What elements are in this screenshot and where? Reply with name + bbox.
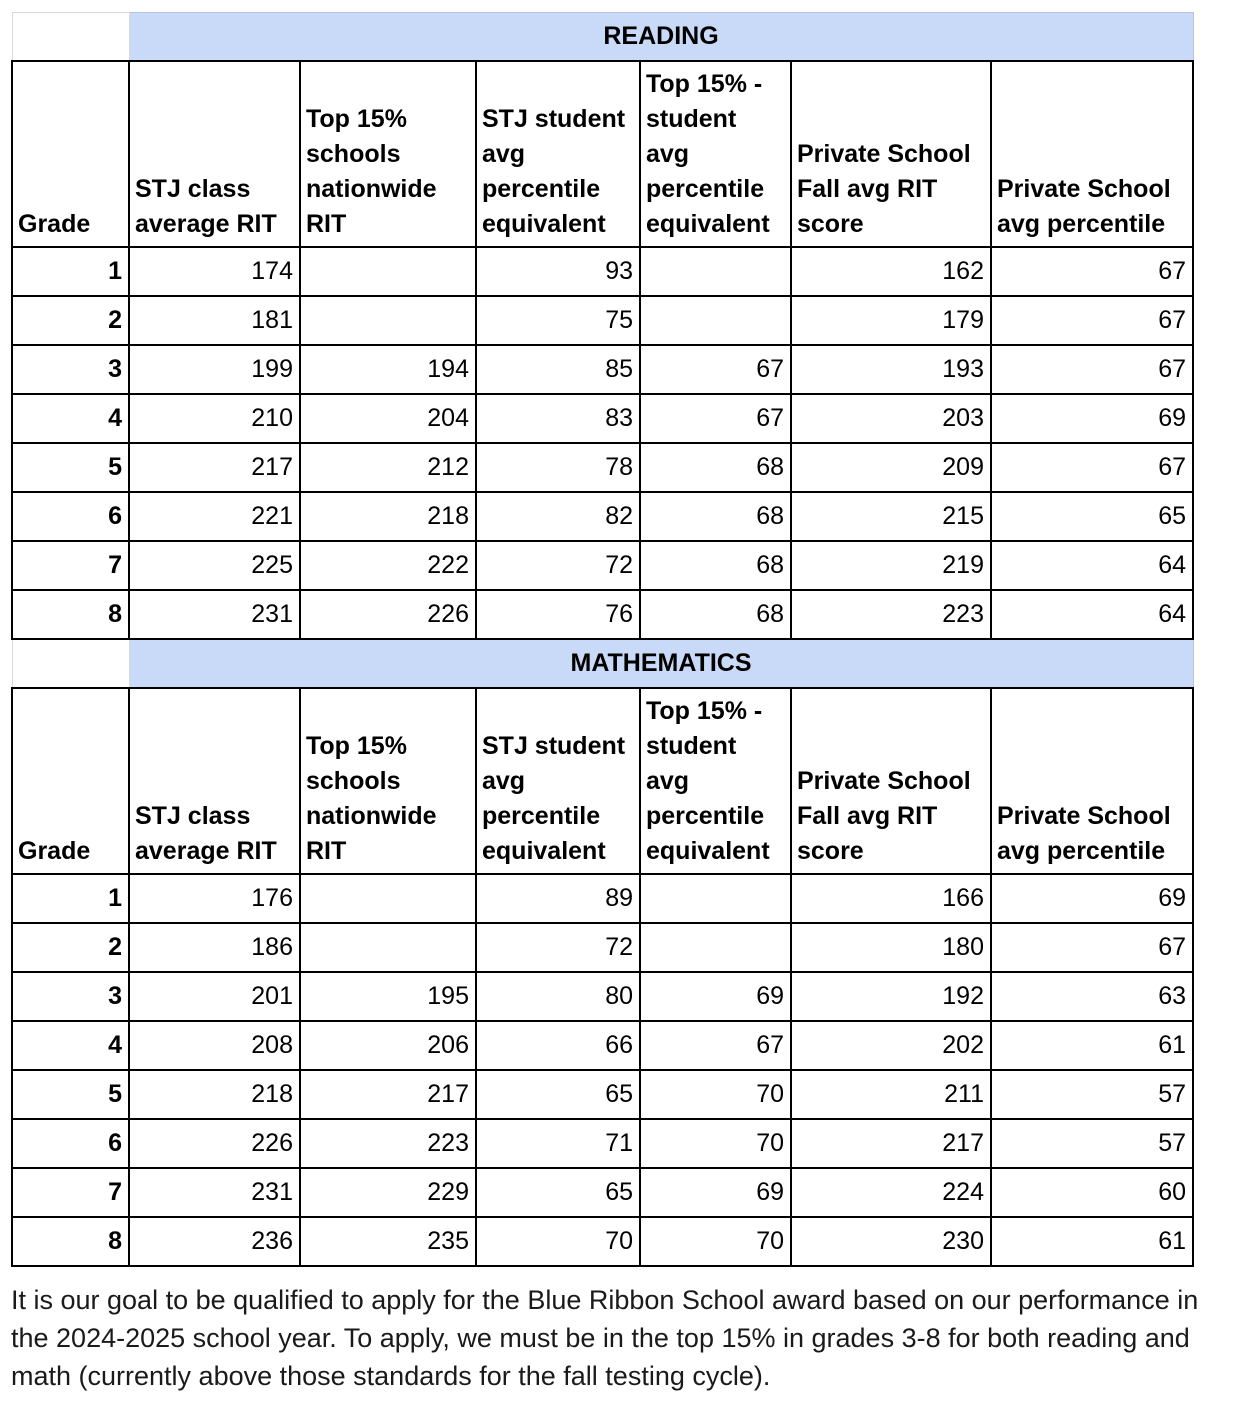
mathematics-value-cell[interactable]: 176 [129, 874, 300, 923]
mathematics-value-cell[interactable]: 61 [991, 1021, 1193, 1070]
reading-grade-cell[interactable]: 8 [12, 590, 129, 639]
mathematics-value-cell[interactable]: 67 [640, 1021, 791, 1070]
reading-grade-cell[interactable]: 5 [12, 443, 129, 492]
mathematics-value-cell[interactable]: 230 [791, 1217, 991, 1266]
mathematics-grade-cell[interactable]: 3 [12, 972, 129, 1021]
mathematics-value-cell[interactable]: 235 [300, 1217, 476, 1266]
reading-column-header[interactable]: STJ student avg percentile equivalent [476, 61, 640, 247]
reading-value-cell[interactable]: 219 [791, 541, 991, 590]
mathematics-column-header[interactable]: Private School avg percentile [991, 688, 1193, 874]
mathematics-value-cell[interactable]: 72 [476, 923, 640, 972]
mathematics-value-cell[interactable]: 70 [640, 1217, 791, 1266]
reading-value-cell[interactable] [640, 296, 791, 345]
mathematics-table-row [12, 874, 1193, 923]
reading-grade-cell[interactable]: 6 [12, 492, 129, 541]
reading-value-cell[interactable]: 226 [300, 590, 476, 639]
mathematics-column-header[interactable]: Top 15% - student avg percentile equivalent [640, 688, 791, 874]
reading-value-cell[interactable]: 68 [640, 443, 791, 492]
mathematics-value-cell[interactable]: 208 [129, 1021, 300, 1070]
reading-value-cell[interactable]: 181 [129, 296, 300, 345]
mathematics-grade-cell[interactable]: 5 [12, 1070, 129, 1119]
reading-value-cell[interactable]: 83 [476, 394, 640, 443]
reading-value-cell[interactable]: 203 [791, 394, 991, 443]
reading-value-cell[interactable]: 67 [640, 345, 791, 394]
scores-table [11, 12, 1194, 1267]
mathematics-value-cell[interactable]: 69 [991, 874, 1193, 923]
mathematics-value-cell[interactable]: 217 [300, 1070, 476, 1119]
mathematics-table-row [12, 1021, 1193, 1070]
mathematics-column-header[interactable]: Private School Fall avg RIT score [791, 688, 991, 874]
mathematics-value-cell[interactable]: 69 [640, 1168, 791, 1217]
reading-value-cell[interactable]: 210 [129, 394, 300, 443]
reading-blank-corner-cell[interactable] [12, 13, 129, 62]
reading-value-cell[interactable]: 193 [791, 345, 991, 394]
mathematics-value-cell[interactable]: 195 [300, 972, 476, 1021]
mathematics-value-cell[interactable]: 71 [476, 1119, 640, 1168]
reading-value-cell[interactable] [300, 247, 476, 296]
reading-value-cell[interactable]: 68 [640, 590, 791, 639]
mathematics-grade-cell[interactable]: 4 [12, 1021, 129, 1070]
mathematics-column-header[interactable]: Top 15% schools nationwide RIT [300, 688, 476, 874]
reading-table-row [12, 590, 1193, 639]
mathematics-value-cell[interactable] [300, 874, 476, 923]
mathematics-value-cell[interactable]: 80 [476, 972, 640, 1021]
reading-table-row [12, 492, 1193, 541]
reading-value-cell[interactable]: 174 [129, 247, 300, 296]
reading-value-cell[interactable]: 65 [991, 492, 1193, 541]
reading-column-header[interactable]: Top 15% schools nationwide RIT [300, 61, 476, 247]
reading-value-cell[interactable]: 67 [991, 296, 1193, 345]
mathematics-column-header[interactable]: STJ student avg percentile equivalent [476, 688, 640, 874]
mathematics-section-row [12, 639, 1193, 688]
reading-grade-cell[interactable]: 7 [12, 541, 129, 590]
reading-value-cell[interactable]: 204 [300, 394, 476, 443]
reading-grade-cell[interactable]: 1 [12, 247, 129, 296]
mathematics-grade-cell[interactable]: 8 [12, 1217, 129, 1266]
mathematics-value-cell[interactable]: 223 [300, 1119, 476, 1168]
mathematics-value-cell[interactable]: 180 [791, 923, 991, 972]
reading-value-cell[interactable]: 93 [476, 247, 640, 296]
reading-value-cell[interactable]: 72 [476, 541, 640, 590]
reading-value-cell[interactable]: 179 [791, 296, 991, 345]
reading-value-cell[interactable]: 85 [476, 345, 640, 394]
mathematics-value-cell[interactable]: 61 [991, 1217, 1193, 1266]
mathematics-value-cell[interactable]: 89 [476, 874, 640, 923]
reading-value-cell[interactable]: 82 [476, 492, 640, 541]
mathematics-value-cell[interactable]: 66 [476, 1021, 640, 1070]
reading-value-cell[interactable]: 222 [300, 541, 476, 590]
mathematics-header-row [12, 688, 1193, 874]
mathematics-table-row [12, 923, 1193, 972]
mathematics-value-cell[interactable]: 63 [991, 972, 1193, 1021]
reading-table-row [12, 247, 1193, 296]
mathematics-column-header[interactable]: Grade [12, 688, 129, 874]
mathematics-value-cell[interactable]: 201 [129, 972, 300, 1021]
reading-value-cell[interactable]: 64 [991, 541, 1193, 590]
reading-column-header[interactable]: STJ class average RIT [129, 61, 300, 247]
mathematics-value-cell[interactable]: 57 [991, 1070, 1193, 1119]
reading-table-row [12, 345, 1193, 394]
mathematics-value-cell[interactable]: 65 [476, 1070, 640, 1119]
mathematics-value-cell[interactable]: 186 [129, 923, 300, 972]
mathematics-value-cell[interactable]: 231 [129, 1168, 300, 1217]
mathematics-table-row [12, 1070, 1193, 1119]
reading-value-cell[interactable]: 76 [476, 590, 640, 639]
reading-value-cell[interactable] [300, 296, 476, 345]
mathematics-value-cell[interactable]: 226 [129, 1119, 300, 1168]
mathematics-value-cell[interactable] [300, 923, 476, 972]
reading-value-cell[interactable]: 223 [791, 590, 991, 639]
reading-column-header[interactable]: Grade [12, 61, 129, 247]
mathematics-section-title[interactable]: MATHEMATICS [129, 639, 1193, 688]
reading-value-cell[interactable]: 221 [129, 492, 300, 541]
spreadsheet [11, 12, 1194, 1267]
mathematics-table-row [12, 972, 1193, 1021]
mathematics-value-cell[interactable]: 60 [991, 1168, 1193, 1217]
mathematics-value-cell[interactable]: 218 [129, 1070, 300, 1119]
reading-value-cell[interactable]: 217 [129, 443, 300, 492]
reading-value-cell[interactable]: 162 [791, 247, 991, 296]
reading-table-row [12, 296, 1193, 345]
mathematics-value-cell[interactable] [640, 923, 791, 972]
mathematics-value-cell[interactable]: 166 [791, 874, 991, 923]
reading-value-cell[interactable]: 225 [129, 541, 300, 590]
reading-grade-cell[interactable]: 2 [12, 296, 129, 345]
mathematics-value-cell[interactable]: 69 [640, 972, 791, 1021]
reading-value-cell[interactable]: 69 [991, 394, 1193, 443]
mathematics-value-cell[interactable]: 65 [476, 1168, 640, 1217]
mathematics-value-cell[interactable] [640, 874, 791, 923]
reading-header-row [12, 61, 1193, 247]
mathematics-value-cell[interactable]: 202 [791, 1021, 991, 1070]
reading-column-header[interactable]: Private School avg percentile [991, 61, 1193, 247]
mathematics-grade-cell[interactable]: 2 [12, 923, 129, 972]
mathematics-blank-corner-cell[interactable] [12, 639, 129, 688]
reading-value-cell[interactable]: 67 [991, 443, 1193, 492]
reading-value-cell[interactable]: 231 [129, 590, 300, 639]
footnote-text: It is our goal to be qualified to apply for the Blue Ribbon School award based on our performance in the 2024-2025 school year. To apply, we must be in the top 15% in grades 3-8 for both reading and math (currently above those standards for the fall testing cycle). [11, 1285, 1199, 1391]
reading-column-header[interactable]: Private School Fall avg RIT score [791, 61, 991, 247]
mathematics-value-cell[interactable]: 70 [640, 1119, 791, 1168]
scores-table-body [12, 13, 1193, 1267]
reading-value-cell[interactable]: 199 [129, 345, 300, 394]
mathematics-value-cell[interactable]: 211 [791, 1070, 991, 1119]
mathematics-grade-cell[interactable]: 6 [12, 1119, 129, 1168]
mathematics-grade-cell[interactable]: 7 [12, 1168, 129, 1217]
mathematics-table-row [12, 1119, 1193, 1168]
mathematics-value-cell[interactable]: 67 [991, 923, 1193, 972]
mathematics-grade-cell[interactable]: 1 [12, 874, 129, 923]
mathematics-value-cell[interactable]: 229 [300, 1168, 476, 1217]
reading-value-cell[interactable]: 68 [640, 492, 791, 541]
mathematics-value-cell[interactable]: 206 [300, 1021, 476, 1070]
mathematics-value-cell[interactable]: 192 [791, 972, 991, 1021]
reading-table-row [12, 394, 1193, 443]
mathematics-value-cell[interactable]: 57 [991, 1119, 1193, 1168]
reading-value-cell[interactable]: 209 [791, 443, 991, 492]
reading-section-title[interactable]: READING [129, 13, 1193, 62]
mathematics-value-cell[interactable]: 70 [640, 1070, 791, 1119]
reading-grade-cell[interactable]: 4 [12, 394, 129, 443]
mathematics-column-header[interactable]: STJ class average RIT [129, 688, 300, 874]
reading-value-cell[interactable]: 75 [476, 296, 640, 345]
reading-value-cell[interactable]: 67 [991, 345, 1193, 394]
reading-value-cell[interactable]: 78 [476, 443, 640, 492]
reading-column-header[interactable]: Top 15% - student avg percentile equivalent [640, 61, 791, 247]
reading-value-cell[interactable]: 212 [300, 443, 476, 492]
reading-table-row [12, 541, 1193, 590]
reading-value-cell[interactable]: 218 [300, 492, 476, 541]
mathematics-value-cell[interactable]: 217 [791, 1119, 991, 1168]
reading-value-cell[interactable]: 64 [991, 590, 1193, 639]
reading-value-cell[interactable]: 194 [300, 345, 476, 394]
mathematics-table-row [12, 1168, 1193, 1217]
reading-grade-cell[interactable]: 3 [12, 345, 129, 394]
reading-table-row [12, 443, 1193, 492]
mathematics-value-cell[interactable]: 70 [476, 1217, 640, 1266]
reading-section-row [12, 13, 1193, 62]
reading-value-cell[interactable]: 67 [991, 247, 1193, 296]
mathematics-table-row [12, 1217, 1193, 1266]
reading-value-cell[interactable]: 67 [640, 394, 791, 443]
reading-value-cell[interactable]: 68 [640, 541, 791, 590]
reading-value-cell[interactable] [640, 247, 791, 296]
mathematics-value-cell[interactable]: 236 [129, 1217, 300, 1266]
reading-value-cell[interactable]: 215 [791, 492, 991, 541]
mathematics-value-cell[interactable]: 224 [791, 1168, 991, 1217]
